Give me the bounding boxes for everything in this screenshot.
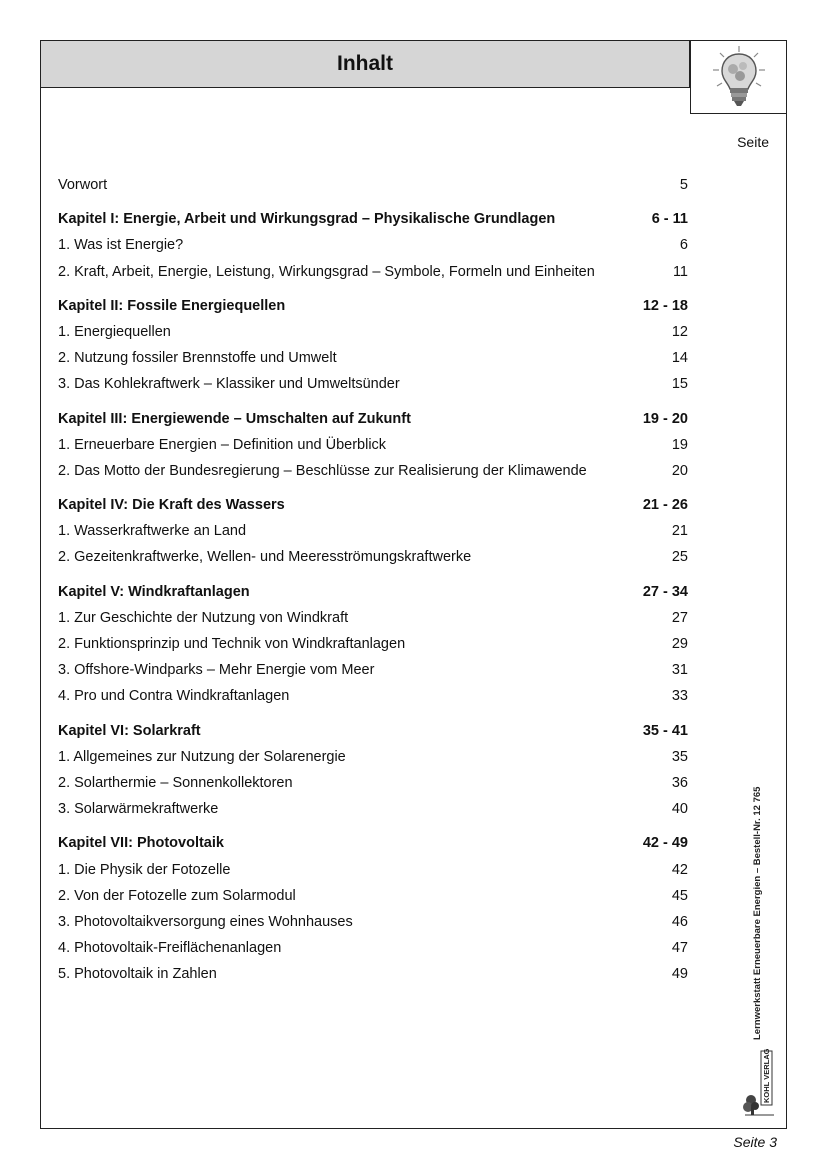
toc-chapter-row: [58, 579, 688, 605]
toc-entry-page: 6 - 11: [651, 211, 688, 228]
toc-entry-title: 5. Photovoltaik in Zahlen: [58, 966, 217, 983]
toc-entry-page: 42 - 49: [642, 835, 688, 852]
toc-entry-page: 19: [671, 436, 688, 453]
toc-entry-title: 2. Gezeitenkraftwerke, Wellen- und Meeresströmungskraftwerke: [58, 549, 472, 566]
toc-entry-title: 3. Offshore-Windparks – Mehr Energie vom Meer: [58, 662, 375, 679]
toc-entry-row: [58, 935, 688, 961]
toc-entry-page: 46: [671, 913, 688, 930]
toc-entry-row: [58, 605, 688, 631]
toc-entry-title: 3. Das Kohlekraftwerk – Klassiker und Umweltsünder: [58, 376, 400, 393]
toc-entry-title: 1. Erneuerbare Energien – Definition und Überblick: [58, 436, 387, 453]
toc-entry-page: 25: [671, 549, 688, 566]
toc-chapter-row: [58, 492, 688, 518]
toc-entry-title: Vorwort: [58, 177, 108, 193]
toc-entry-page: 19 - 20: [642, 410, 688, 427]
toc-entry-title: Kapitel VI: Solarkraft: [58, 722, 201, 739]
toc-entry-title: Kapitel III: Energiewende – Umschalten auf Zukunft: [58, 410, 411, 427]
toc-entry-row: [58, 172, 688, 198]
toc-entry-title: 2. Nutzung fossiler Brennstoffe und Umwelt: [58, 350, 337, 367]
toc-entry-row: [58, 345, 688, 371]
toc-chapter-row: [58, 830, 688, 856]
toc-entry-page: 6: [679, 237, 688, 254]
toc-chapter-row: [58, 406, 688, 432]
toc-entry-page: 40: [671, 801, 688, 818]
publisher-logo-text: KOHL VERLAG: [762, 1048, 771, 1103]
sidebar-order-text: Lernwerkstatt Erneuerbare Energien – Bestell-Nr. 12 765: [752, 786, 763, 1040]
toc-entry-row: [58, 657, 688, 683]
page-title: Inhalt: [41, 41, 690, 88]
page-number: Seite 3: [733, 1134, 777, 1150]
toc-entry-row: [58, 458, 688, 484]
toc-entry-page: 47: [671, 940, 688, 957]
toc-entry-page: 12 - 18: [642, 297, 688, 314]
toc-chapter-row: [58, 293, 688, 319]
toc-entry-row: [58, 909, 688, 935]
toc-entry-title: 4. Photovoltaik-Freiflächenanlagen: [58, 940, 282, 957]
toc-entry-page: 35 - 41: [642, 722, 688, 739]
toc-entry-row: [58, 683, 688, 709]
toc-entry-page: 31: [671, 662, 688, 679]
toc-entry-title: Kapitel VII: Photovoltaik: [58, 835, 224, 852]
toc-entry-title: Kapitel IV: Die Kraft des Wassers: [58, 497, 285, 514]
table-of-contents: [58, 172, 688, 987]
toc-entry-row: [58, 518, 688, 544]
toc-entry-title: 4. Pro und Contra Windkraftanlagen: [58, 688, 290, 705]
lightbulb-box: [690, 41, 786, 114]
toc-entry-row: [58, 744, 688, 770]
toc-entry-title: Kapitel V: Windkraftanlagen: [58, 583, 250, 600]
toc-chapter-row: [58, 718, 688, 744]
toc-entry-page: 11: [672, 263, 688, 280]
toc-entry-row: [58, 770, 688, 796]
toc-entry-title: 2. Das Motto der Bundesregierung – Beschlüsse zur Realisierung der Klimawende: [58, 462, 587, 479]
toc-entry-page: 27: [671, 609, 688, 626]
toc-entry-page: 49: [671, 966, 688, 983]
toc-chapter-row: [58, 206, 688, 232]
toc-entry-row: [58, 544, 688, 570]
toc-entry-row: [58, 883, 688, 909]
toc-entry-title: 2. Solarthermie – Sonnenkollektoren: [58, 774, 293, 791]
toc-entry-page: 42: [671, 861, 688, 878]
toc-entry-row: [58, 961, 688, 987]
toc-entry-title: 1. Allgemeines zur Nutzung der Solarenergie: [58, 748, 346, 765]
toc-entry-title: 1. Was ist Energie?: [58, 237, 184, 254]
toc-entry-row: [58, 631, 688, 657]
publisher-logo: [742, 1045, 776, 1117]
toc-entry-title: 1. Zur Geschichte der Nutzung von Windkraft: [58, 609, 349, 626]
toc-entry-page: 27 - 34: [642, 583, 688, 600]
toc-entry-page: 5: [679, 177, 688, 193]
toc-entry-row: [58, 259, 688, 285]
toc-entry-page: 14: [671, 350, 688, 367]
toc-entry-page: 36: [671, 774, 688, 791]
lightbulb-icon: [708, 44, 770, 110]
page-column-header: Seite: [737, 134, 769, 150]
toc-entry-title: Kapitel II: Fossile Energiequellen: [58, 297, 286, 314]
toc-entry-title: 2. Kraft, Arbeit, Energie, Leistung, Wirkungsgrad – Symbole, Formeln und Einheiten: [58, 263, 595, 280]
toc-entry-row: [58, 319, 688, 345]
toc-entry-page: 35: [671, 748, 688, 765]
toc-entry-title: 3. Solarwärmekraftwerke: [58, 801, 219, 818]
toc-entry-page: 29: [671, 636, 688, 652]
toc-entry-title: 2. Von der Fotozelle zum Solarmodul: [58, 887, 296, 904]
toc-entry-page: 20: [671, 462, 688, 479]
toc-entry-page: 33: [671, 688, 688, 705]
toc-entry-row: [58, 432, 688, 458]
toc-entry-page: 15: [671, 376, 688, 393]
toc-entry-title: 2. Funktionsprinzip und Technik von Windkraftanlagen: [58, 636, 406, 652]
toc-entry-row: [58, 232, 688, 258]
toc-entry-page: 45: [671, 887, 688, 904]
toc-entry-title: 1. Wasserkraftwerke an Land: [58, 523, 247, 540]
toc-entry-row: [58, 796, 688, 822]
toc-entry-row: [58, 857, 688, 883]
toc-entry-page: 12: [671, 323, 688, 340]
toc-entry-title: 3. Photovoltaikversorgung eines Wohnhauses: [58, 913, 353, 930]
toc-entry-title: Kapitel I: Energie, Arbeit und Wirkungsgrad – Physikalische Grundlagen: [58, 211, 556, 228]
toc-entry-page: 21 - 26: [642, 497, 688, 514]
toc-entry-page: 21: [671, 523, 688, 540]
toc-entry-title: 1. Die Physik der Fotozelle: [58, 861, 231, 878]
toc-entry-title: 1. Energiequellen: [58, 323, 171, 340]
toc-entry-row: [58, 371, 688, 397]
